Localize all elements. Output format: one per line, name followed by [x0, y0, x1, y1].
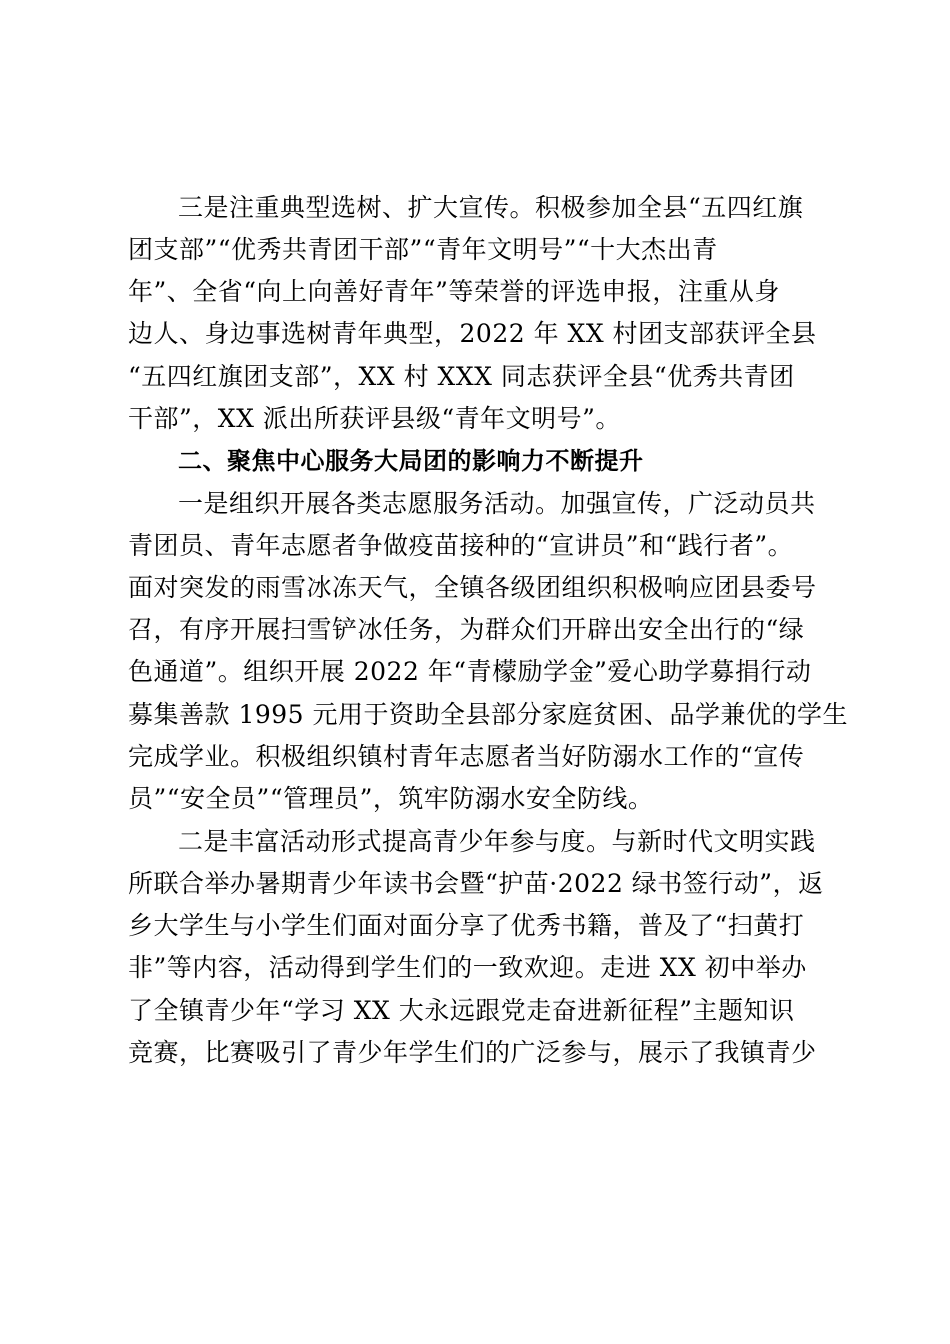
paragraph-5-line-1: 二是丰富活动形式提高青少年参与度。与新时代文明实践 [178, 827, 816, 856]
paragraph-4-line-7: 完成学业。积极组织镇村青年志愿者当好防溺水工作的“宣传 [128, 742, 805, 771]
paragraph-5-line-4: 非”等内容，活动得到学生们的一致欢迎。走进 XX 初中举办 [128, 953, 807, 982]
paragraph-4-line-5: 色通道”。组织开展 2022 年“青檬励学金”爱心助学募捐行动 [128, 657, 812, 686]
paragraph-4-line-6: 募集善款 1995 元用于资助全县部分家庭贫困、品学兼优的学生 [128, 700, 849, 729]
paragraph-3-line-6: 干部”，XX 派出所获评县级“青年文明号”。 [128, 404, 621, 433]
paragraph-3-line-3: 年”、全省“向上向善好青年”等荣誉的评选申报，注重从身 [128, 277, 780, 306]
paragraph-3-line-5: “五四红旗团支部”，XX 村 XXX 同志获评全县“优秀共青团 [128, 362, 795, 391]
paragraph-3-line-2: 团支部”“优秀共青团干部”“青年文明号”“十大杰出青 [128, 235, 718, 264]
paragraph-5-line-6: 竞赛，比赛吸引了青少年学生们的广泛参与，展示了我镇青少 [128, 1038, 817, 1067]
paragraph-3-line-4: 边人、身边事选树青年典型，2022 年 XX 村团支部获评全县 [128, 319, 817, 348]
paragraph-5-line-2: 所联合举办暑期青少年读书会暨“护苗·2022 绿书签行动”，返 [128, 869, 824, 898]
section-heading: 二、聚焦中心服务大局团的影响力不断提升 [178, 447, 644, 475]
paragraph-3-line-1: 三是注重典型选树、扩大宣传。积极参加全县“五四红旗 [178, 193, 804, 222]
paragraph-5-line-5: 了全镇青少年“学习 XX 大永远跟党走奋进新征程”主题知识 [128, 996, 795, 1025]
paragraph-4-line-4: 召，有序开展扫雪铲冰任务，为群众们开辟出安全出行的“绿 [128, 615, 805, 644]
paragraph-4-line-2: 青团员、青年志愿者争做疫苗接种的“宣讲员”和“践行者”。 [128, 531, 794, 560]
paragraph-5-line-3: 乡大学生与小学生们面对面分享了优秀书籍，普及了“扫黄打 [128, 911, 805, 940]
paragraph-4-line-3: 面对突发的雨雪冰冻天气，全镇各级团组织积极响应团县委号 [128, 573, 817, 602]
paragraph-4-line-8: 员”“安全员”“管理员”，筑牢防溺水安全防线。 [128, 784, 654, 813]
paragraph-4-line-1: 一是组织开展各类志愿服务活动。加强宣传，广泛动员共 [178, 489, 816, 518]
